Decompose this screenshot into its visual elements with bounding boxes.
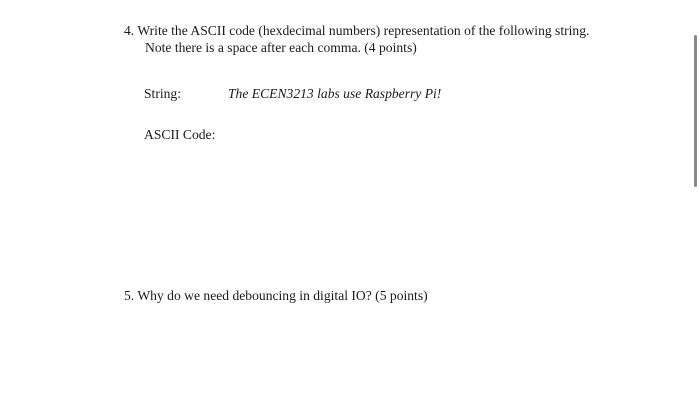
ascii-code-label: ASCII Code:: [144, 127, 216, 142]
vertical-scrollbar[interactable]: [694, 35, 697, 187]
question-5-prompt: 5. Why do we need debouncing in digital IO? (5 points): [124, 288, 428, 303]
question-4-prompt-line-2: Note there is a space after each comma. (4 points): [145, 40, 417, 55]
question-4-prompt-line-1: 4. Write the ASCII code (hexdecimal numbers) representation of the following string.: [124, 23, 590, 38]
string-value: The ECEN3213 labs use Raspberry Pi!: [228, 86, 442, 101]
string-label: String:: [144, 86, 182, 101]
